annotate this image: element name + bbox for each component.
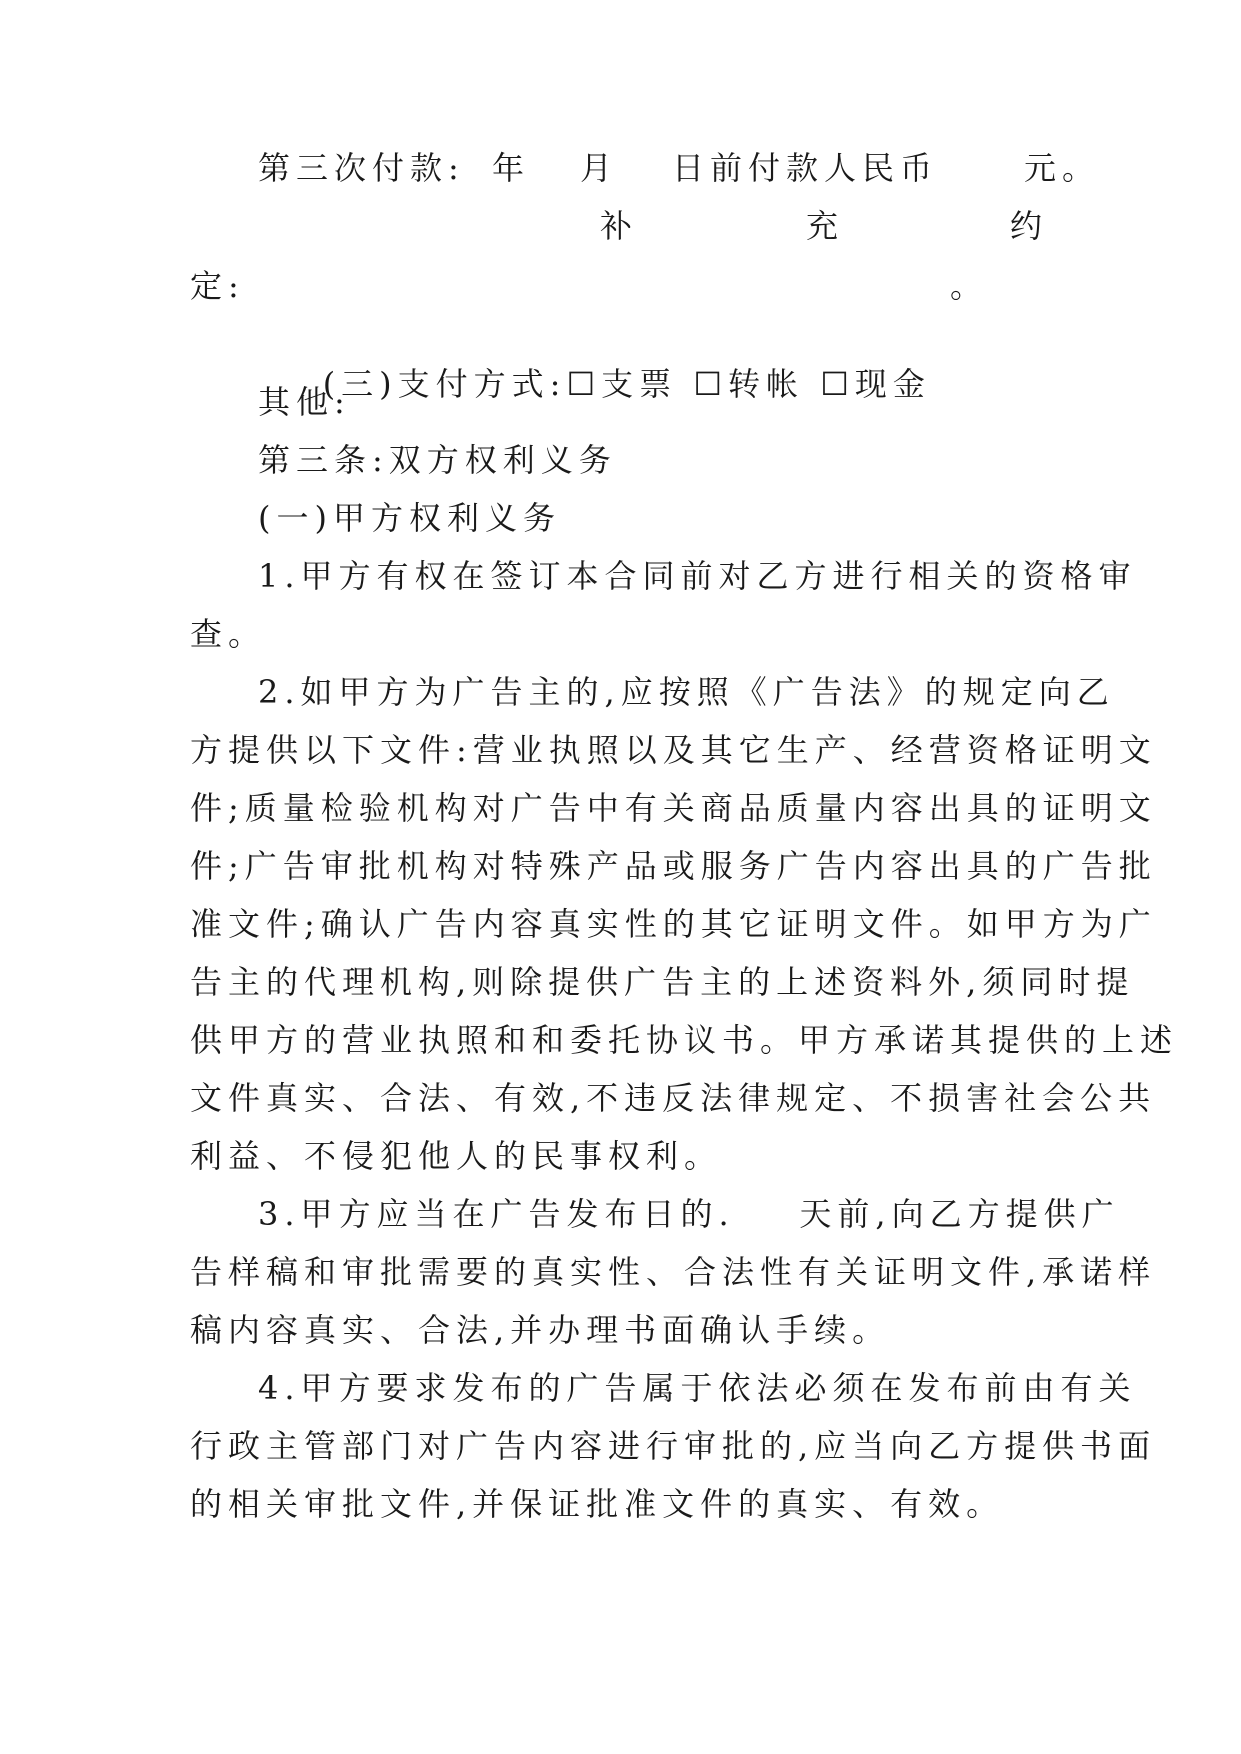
article3-title: 第三条:双方权利义务	[258, 441, 617, 479]
payment-day-text: 日前付款人民币	[672, 149, 939, 187]
para3-line3: 稿内容真实、合法,并办理书面确认手续。	[190, 1311, 891, 1349]
para4-line1: 4.甲方要求发布的广告属于依法必须在发布前由有关	[258, 1369, 1137, 1407]
para2-line3: 件;质量检验机构对广告中有关商品质量内容出具的证明文	[190, 789, 1157, 827]
option-cash: ☐现金	[820, 365, 931, 403]
para2-line9: 利益、不侵犯他人的民事权利。	[190, 1137, 723, 1175]
option-cheque: ☐支票	[566, 365, 678, 403]
para3-line1: 3.甲方应当在广告发布日的. 天前,向乙方提供广	[258, 1195, 1120, 1233]
payment-currency-end: 元。	[1024, 149, 1101, 187]
para2-line1: 2.如甲方为广告主的,应按照《广告法》的规定向乙	[258, 673, 1115, 711]
payment-method-label: (三)支付方式:	[322, 365, 567, 403]
supplement-char-3: 约	[1010, 207, 1043, 245]
para2-line5: 准文件;确认广告内容真实性的其它证明文件。如甲方为广	[190, 905, 1157, 943]
section1-title: (一)甲方权利义务	[258, 499, 561, 537]
para2-line7: 供甲方的营业执照和和委托协议书。甲方承诺其提供的上述	[190, 1021, 1179, 1059]
supplement-line2-end: 。	[950, 267, 983, 305]
para2-line8: 文件真实、合法、有效,不违反法律规定、不损害社会公共	[190, 1079, 1157, 1117]
para4-line3: 的相关审批文件,并保证批准文件的真实、有效。	[190, 1485, 1005, 1523]
supplement-char-2: 充	[806, 207, 839, 245]
option-transfer: ☐转帐	[693, 365, 805, 403]
para2-line6: 告主的代理机构,则除提供广告主的上述资料外,须同时提	[190, 963, 1135, 1001]
para3-line2: 告样稿和审批需要的真实性、合法性有关证明文件,承诺样	[190, 1253, 1157, 1291]
para2-line4: 件;广告审批机构对特殊产品或服务广告内容出具的广告批	[190, 847, 1157, 885]
payment-month: 月	[580, 149, 613, 187]
supplement-line2-start: 定:	[190, 267, 245, 305]
payment-year: 年	[492, 149, 525, 187]
supplement-char-1: 补	[600, 207, 633, 245]
third-payment-label: 第三次付款:	[258, 149, 465, 187]
para1-line2: 查。	[190, 615, 267, 653]
para4-line2: 行政主管部门对广告内容进行审批的,应当向乙方提供书面	[190, 1427, 1157, 1465]
para1-line1: 1.甲方有权在签订本合同前对乙方进行相关的资格审	[258, 557, 1137, 595]
other-label: 其他:	[258, 383, 351, 421]
para2-line2: 方提供以下文件:营业执照以及其它生产、经营资格证明文	[190, 731, 1157, 769]
